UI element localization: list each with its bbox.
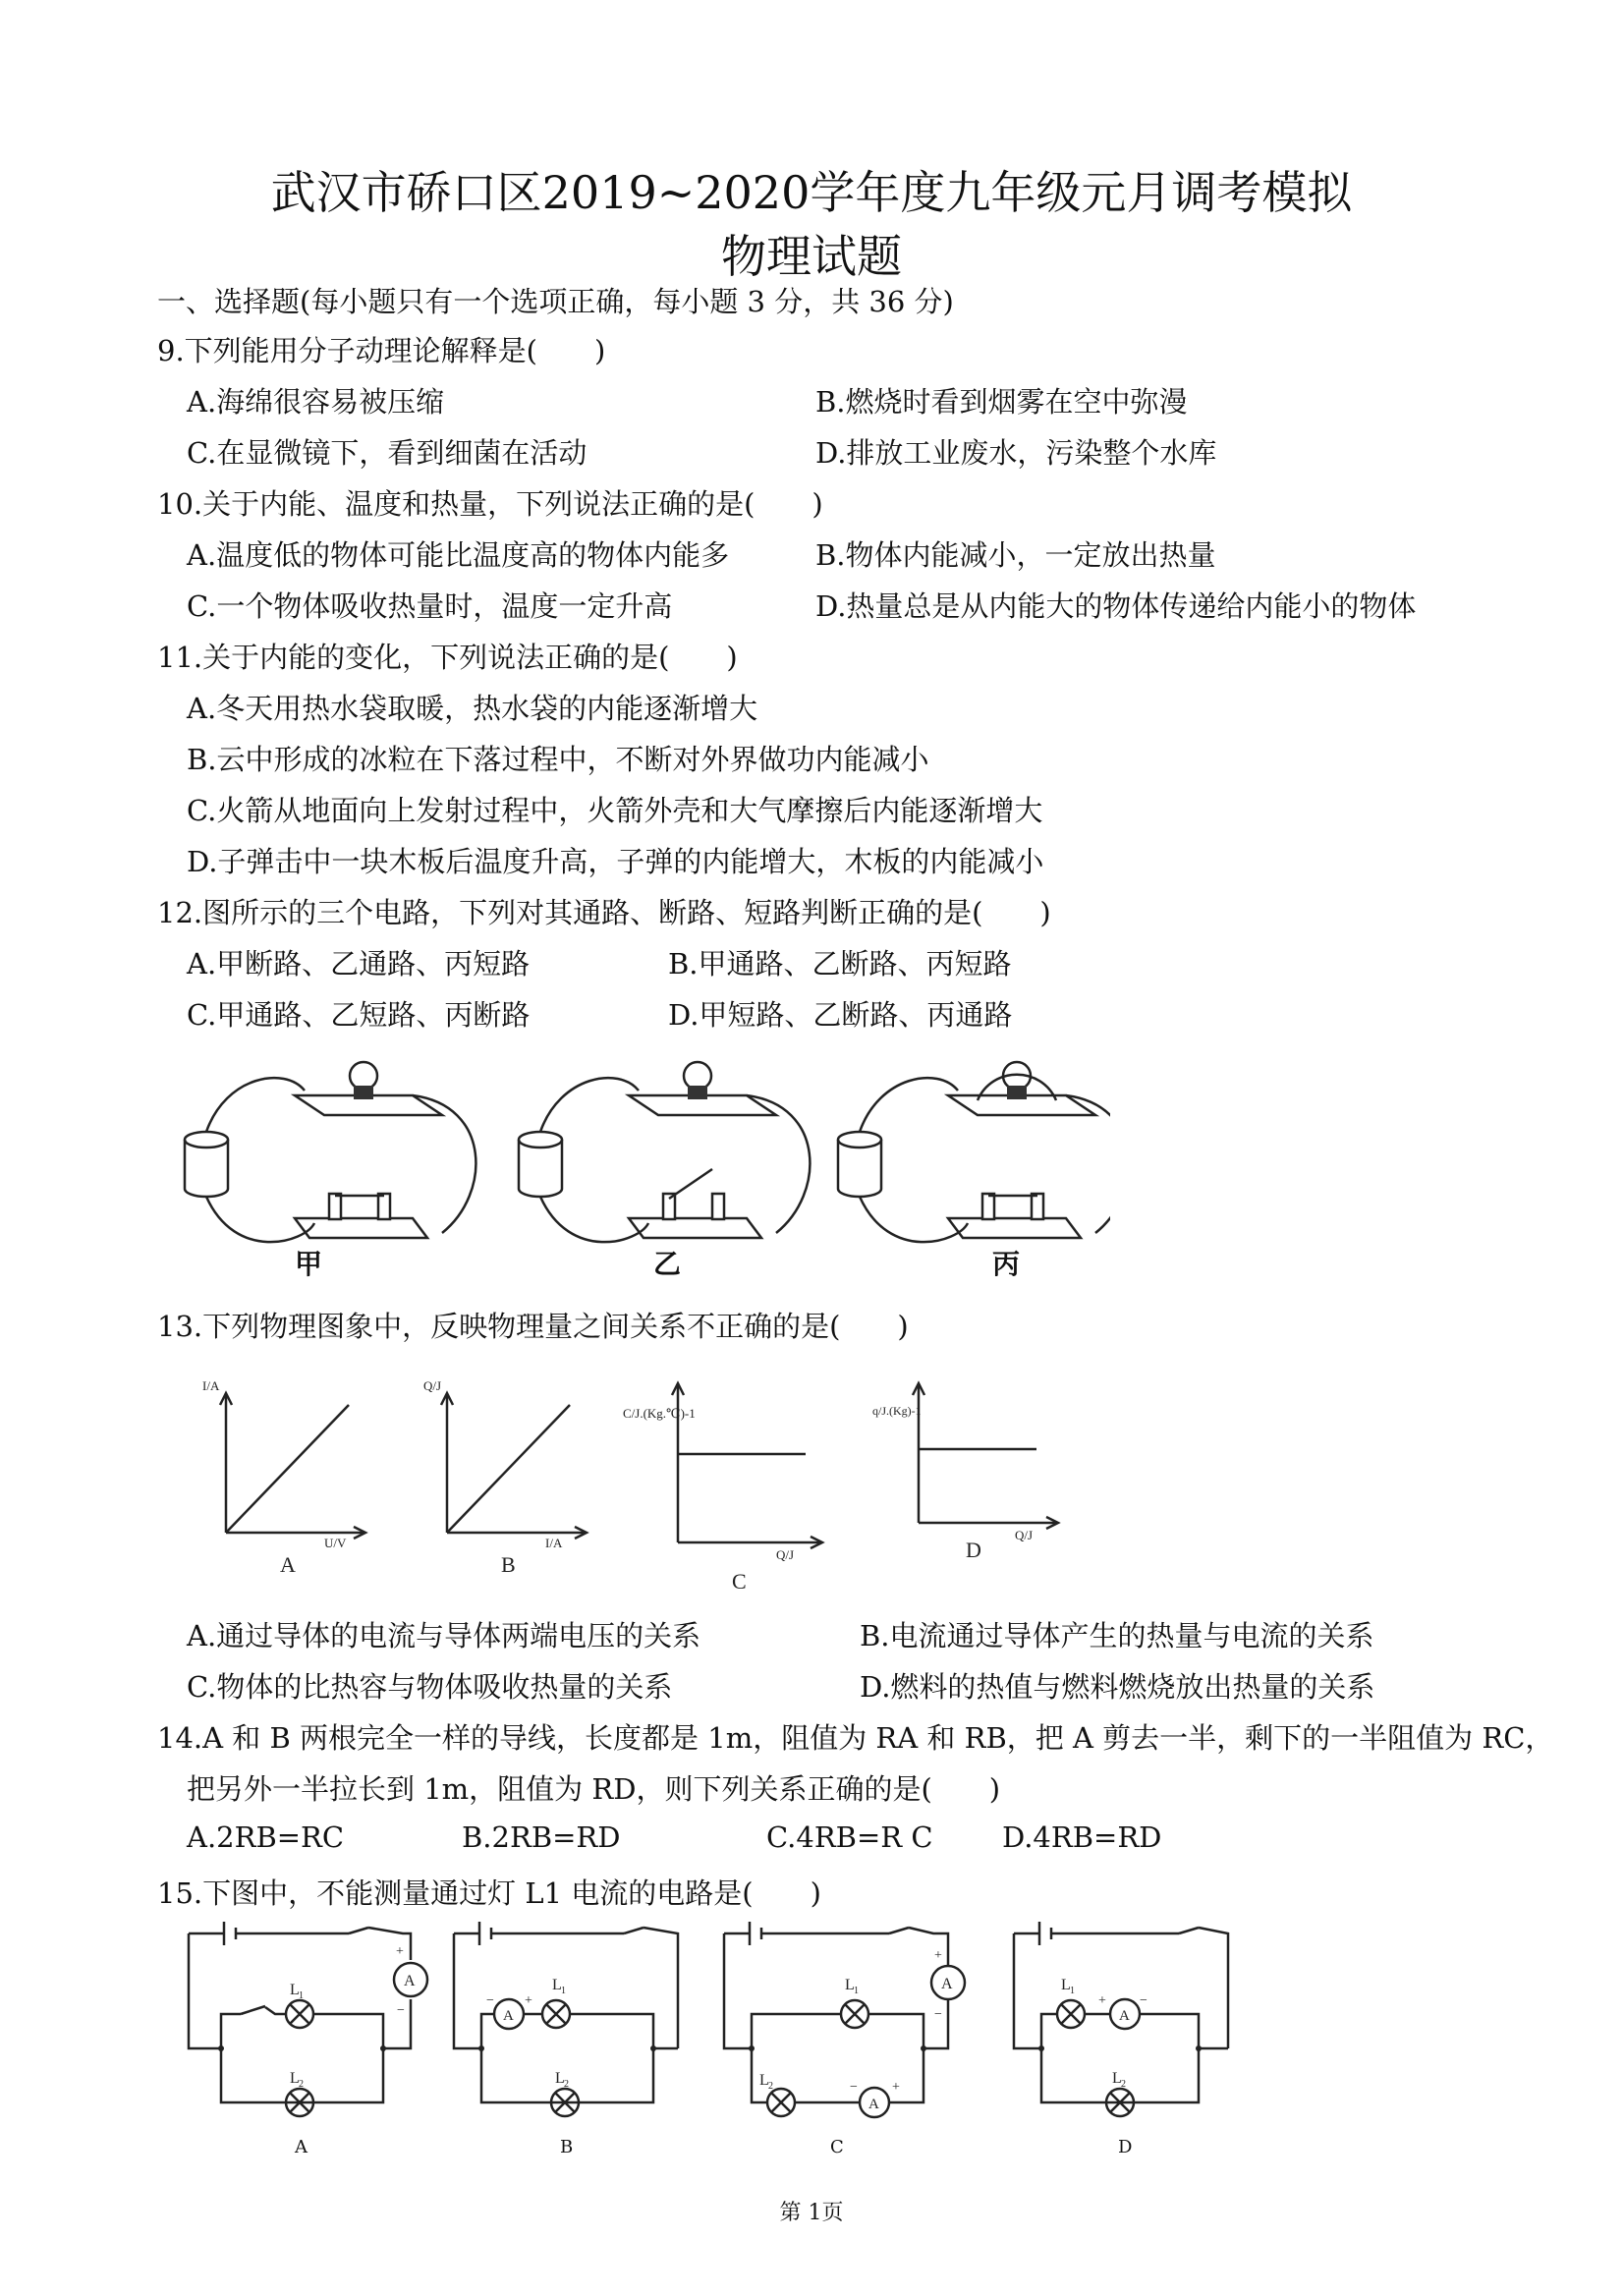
svg-text:2: 2 — [768, 2081, 773, 2092]
svg-text:+: + — [1098, 1993, 1106, 2008]
ammeter-circuit-b — [454, 1922, 678, 2116]
graphs-figure — [177, 1361, 1159, 1606]
circuit-jia — [185, 1062, 476, 1242]
svg-text:+: + — [525, 1993, 532, 2008]
svg-text:1: 1 — [1070, 1986, 1075, 1996]
svg-text:1: 1 — [854, 1986, 859, 1996]
question-14-option-d: D.4RB=RD — [1002, 1820, 1162, 1854]
question-10-option-d: D.热量总是从内能大的物体传递给内能小的物体 — [815, 589, 1417, 623]
section-heading: 一、选择题(每小题只有一个选项正确，每小题 3 分，共 36 分) — [157, 285, 954, 318]
question-11-option-d: D.子弹击中一块木板后温度升高，子弹的内能增大，木板的内能减小 — [187, 845, 1044, 878]
svg-text:L: L — [759, 2072, 769, 2089]
question-14-line2: 把另外一半拉长到 1m，阻值为 RD，则下列关系正确的是( ) — [187, 1772, 1001, 1806]
ammeter-circuit-label-a: A — [295, 2137, 308, 2157]
svg-text:L: L — [845, 1977, 855, 1993]
question-9-option-c: C.在显微镜下，看到细菌在活动 — [187, 436, 588, 470]
graph-a — [202, 1378, 365, 1577]
ammeter-circuits-figure — [177, 1916, 1258, 2127]
svg-text:A: A — [868, 2097, 879, 2112]
svg-text:2: 2 — [1121, 2079, 1126, 2090]
graph-d-label: D — [966, 1538, 981, 1562]
graph-b — [423, 1378, 587, 1577]
question-9-option-a: A.海绵很容易被压缩 — [187, 385, 445, 419]
ammeter-circuit-c — [724, 1922, 965, 2117]
question-13-stem: 13.下列物理图象中，反映物理量之间关系不正确的是( ) — [157, 1310, 909, 1343]
svg-text:−: − — [486, 1993, 494, 2008]
svg-text:A: A — [1119, 2008, 1130, 2024]
svg-text:L: L — [1112, 2070, 1122, 2087]
circuit-label-yi: 乙 — [653, 1248, 682, 1280]
question-10-option-b: B.物体内能减小，一定放出热量 — [815, 538, 1216, 572]
svg-text:−: − — [1140, 1993, 1147, 2008]
question-13-option-b: B.电流通过导体产生的热量与电流的关系 — [860, 1619, 1374, 1652]
graph-d-xlabel: Q/J — [1015, 1528, 1034, 1542]
graph-b-xlabel: I/A — [545, 1536, 563, 1550]
question-14-line1: 14.A 和 B 两根完全一样的导线，长度都是 1m，阻值为 RA 和 RB，把 A 剪去一半，剩下的一半阻值为 RC， — [157, 1721, 1554, 1755]
question-12-option-a: A.甲断路、乙通路、丙短路 — [187, 947, 531, 980]
circuit-bing — [838, 1062, 1110, 1242]
svg-text:2: 2 — [564, 2079, 569, 2090]
question-14-option-c: C.4RB=R C — [766, 1820, 933, 1854]
graph-c-ylabel: C/J.(Kg.℃)-1 — [623, 1406, 696, 1421]
svg-text:1: 1 — [299, 1990, 304, 2001]
svg-text:+: + — [892, 2080, 900, 2095]
graph-d — [872, 1383, 1058, 1562]
question-13-option-d: D.燃料的热值与燃料燃烧放出热量的关系 — [860, 1670, 1375, 1704]
ammeter-circuit-a — [189, 1922, 427, 2116]
graph-a-xlabel: U/V — [324, 1536, 347, 1550]
page-title: 武汉市硚口区2019~2020学年度九年级元月调考模拟 — [270, 166, 1353, 219]
circuit-label-jia: 甲 — [295, 1248, 323, 1280]
svg-text:L: L — [1061, 1977, 1071, 1993]
question-13-option-c: C.物体的比热容与物体吸收热量的关系 — [187, 1670, 673, 1704]
svg-text:A: A — [941, 1976, 953, 1992]
svg-text:L: L — [290, 1982, 300, 1998]
question-13-option-a: A.通过导体的电流与导体两端电压的关系 — [187, 1619, 701, 1652]
question-10-option-a: A.温度低的物体可能比温度高的物体内能多 — [187, 538, 730, 572]
graph-b-ylabel: Q/J — [423, 1378, 442, 1393]
question-9-option-d: D.排放工业废水，污染整个水库 — [815, 436, 1217, 470]
page-number: 第 1页 — [779, 2201, 844, 2225]
graph-b-label: B — [501, 1552, 516, 1577]
svg-text:−: − — [850, 2080, 858, 2095]
question-11-stem: 11.关于内能的变化，下列说法正确的是( ) — [157, 641, 738, 674]
svg-text:A: A — [503, 2008, 514, 2024]
graph-c — [623, 1383, 822, 1594]
ammeter-circuit-label-b: B — [560, 2137, 574, 2157]
svg-text:−: − — [934, 2007, 942, 2022]
svg-text:L: L — [290, 2070, 300, 2087]
page-subtitle: 物理试题 — [721, 230, 902, 283]
circuit-label-bing: 丙 — [992, 1248, 1021, 1280]
graph-c-xlabel: Q/J — [776, 1547, 795, 1562]
svg-text:L: L — [552, 1977, 562, 1993]
graph-a-ylabel: I/A — [202, 1378, 220, 1393]
question-9-option-b: B.燃烧时看到烟雾在空中弥漫 — [815, 385, 1188, 419]
question-14-option-b: B.2RB=RD — [462, 1820, 621, 1854]
question-14-option-a: A.2RB=RC — [187, 1820, 345, 1854]
svg-text:A: A — [404, 1973, 416, 1989]
svg-text:2: 2 — [299, 2079, 304, 2090]
svg-text:L: L — [555, 2070, 565, 2087]
question-11-option-b: B.云中形成的冰粒在下落过程中，不断对外界做功内能减小 — [187, 743, 929, 776]
graph-a-label: A — [280, 1552, 296, 1577]
svg-text:+: + — [396, 1944, 404, 1959]
ammeter-circuit-d — [1014, 1922, 1228, 2116]
graph-d-ylabel: q/J.(Kg)-1 — [872, 1404, 922, 1418]
graph-c-label: C — [732, 1569, 747, 1594]
question-10-option-c: C.一个物体吸收热量时，温度一定升高 — [187, 589, 673, 623]
question-12-option-d: D.甲短路、乙断路、丙通路 — [668, 998, 1013, 1032]
circuit-yi — [519, 1062, 810, 1242]
question-15-stem: 15.下图中，不能测量通过灯 L1 电流的电路是( ) — [157, 1876, 821, 1910]
ammeter-circuit-label-d: D — [1118, 2137, 1133, 2157]
question-12-option-c: C.甲通路、乙短路、丙断路 — [187, 998, 531, 1032]
question-10-stem: 10.关于内能、温度和热量，下列说法正确的是( ) — [157, 487, 823, 521]
question-9-stem: 9.下列能用分子动理论解释是( ) — [157, 334, 606, 367]
question-12-option-b: B.甲通路、乙断路、丙短路 — [668, 947, 1012, 980]
svg-text:+: + — [934, 1948, 942, 1963]
svg-text:−: − — [397, 2003, 405, 2018]
question-11-option-c: C.火箭从地面向上发射过程中，火箭外壳和大气摩擦后内能逐渐增大 — [187, 794, 1043, 827]
ammeter-circuit-label-c: C — [830, 2137, 844, 2157]
question-12-stem: 12.图所示的三个电路，下列对其通路、断路、短路判断正确的是( ) — [157, 896, 1051, 929]
question-11-option-a: A.冬天用热水袋取暖，热水袋的内能逐渐增大 — [187, 692, 758, 725]
svg-text:1: 1 — [561, 1986, 566, 1996]
